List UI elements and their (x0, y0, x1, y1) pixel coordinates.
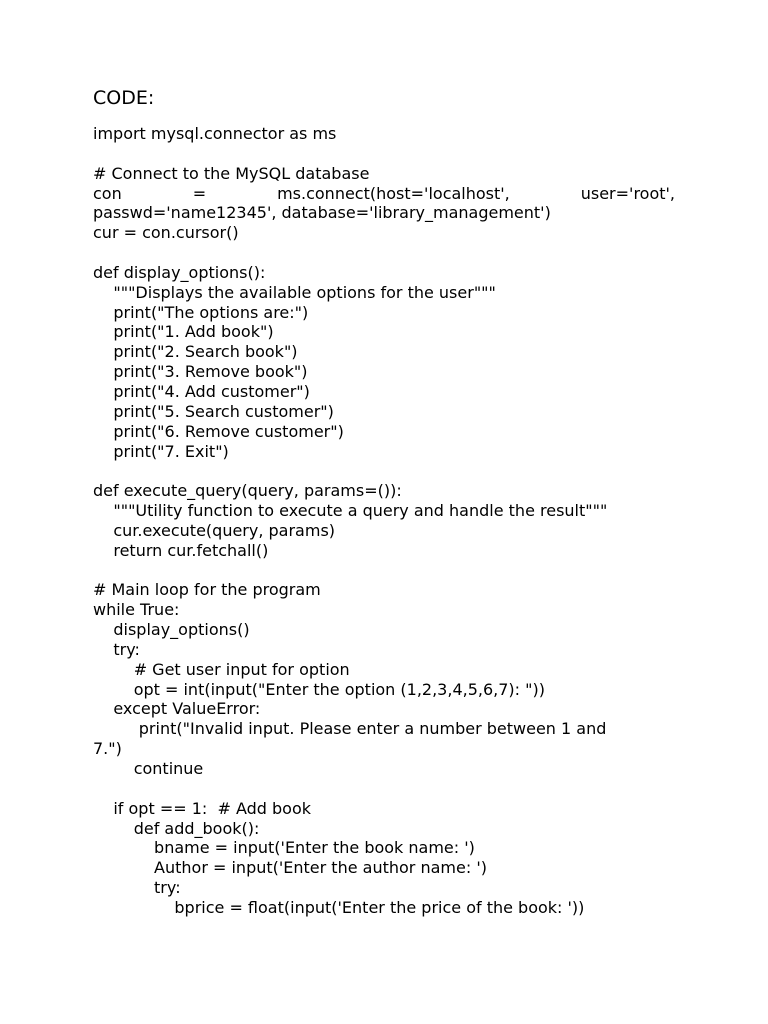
code-line: display_options() (93, 620, 250, 640)
code-line: bprice = float(input('Enter the price of the book: ')) (93, 897, 585, 917)
code-line (93, 779, 675, 799)
connect-code-line (93, 184, 675, 204)
code-line: print("3. Remove book") (93, 362, 308, 382)
code-token: user='root', (580, 183, 675, 203)
code-block (93, 124, 675, 918)
code-line: """Displays the available options for the user""" (93, 282, 496, 302)
code-line (93, 144, 675, 164)
code-token: ms.connect(host='localhost', (277, 183, 510, 203)
code-line: print("6. Remove customer") (93, 421, 344, 441)
code-line: try: (93, 639, 140, 659)
code-heading: CODE: (93, 87, 155, 109)
code-line: def display_options(): (93, 262, 266, 282)
code-line: passwd='name12345', database='library_management') (93, 203, 551, 223)
code-line: return cur.fetchall() (93, 540, 269, 560)
code-line: bname = input('Enter the book name: ') (93, 838, 475, 858)
code-line: def execute_query(query, params=()): (93, 481, 402, 501)
code-line: while True: (93, 600, 180, 620)
code-line (93, 461, 675, 481)
code-line: print("2. Search book") (93, 342, 298, 362)
code-line: try: (93, 878, 181, 898)
code-line: print("The options are:") (93, 302, 309, 322)
code-line: print("Invalid input. Please enter a number between 1 and (93, 719, 607, 739)
code-line: # Connect to the MySQL database (93, 163, 370, 183)
code-line: cur = con.cursor() (93, 223, 239, 243)
code-line: opt = int(input("Enter the option (1,2,3,4,5,6,7): ")) (93, 679, 545, 699)
code-line: Author = input('Enter the author name: ') (93, 858, 487, 878)
code-line: except ValueError: (93, 699, 261, 719)
code-line: print("7. Exit") (93, 441, 229, 461)
code-line: print("5. Search customer") (93, 401, 334, 421)
code-line: 7.") (93, 739, 122, 759)
code-line: import mysql.connector as ms (93, 124, 337, 143)
code-line: print("1. Add book") (93, 322, 274, 342)
code-line: print("4. Add customer") (93, 381, 310, 401)
code-token: con (93, 183, 122, 203)
code-line: # Main loop for the program (93, 580, 321, 600)
code-line: def add_book(): (93, 818, 260, 838)
code-line: if opt == 1: # Add book (93, 798, 312, 818)
code-line: continue (93, 759, 204, 778)
code-line: """Utility function to execute a query and handle the result""" (93, 501, 608, 521)
code-line (93, 243, 675, 263)
code-line (93, 561, 675, 581)
code-token: = (192, 183, 207, 203)
code-line: cur.execute(query, params) (93, 520, 336, 540)
code-line: # Get user input for option (93, 659, 350, 679)
